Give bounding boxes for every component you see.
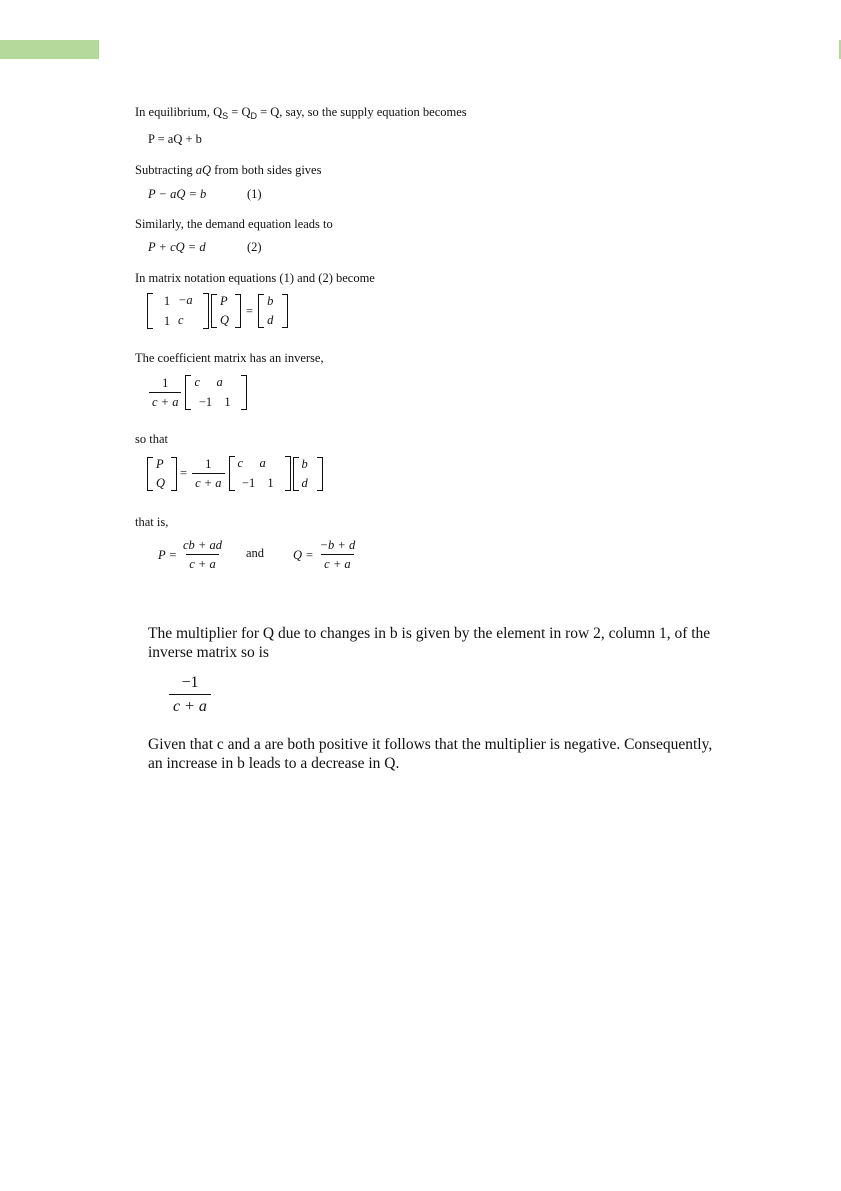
subtract-term: aQ xyxy=(195,163,212,177)
paragraph-line: Given that c and a are both positive it follows that the multiplier is negative. Consequently, xyxy=(148,736,713,753)
fraction-numerator: 1 xyxy=(205,456,212,471)
pq-vector xyxy=(147,457,177,491)
subtract-line xyxy=(135,162,321,178)
equation-2 xyxy=(148,239,262,255)
subscript-d: D xyxy=(250,111,257,121)
subscript-s: S xyxy=(222,111,229,121)
header-tab-marker xyxy=(0,40,99,59)
fraction-denominator: c + a xyxy=(149,392,181,410)
paragraph-line: an increase in b leads to a decrease in Q. xyxy=(148,755,400,772)
matrix-cell: −1 xyxy=(241,476,256,490)
vector-cell: P xyxy=(156,456,164,471)
intro-text: In equilibrium, Q xyxy=(135,105,223,119)
matrix-cell: c xyxy=(194,375,201,389)
fraction-numerator: cb + ad xyxy=(182,538,222,552)
vector-cell: Q xyxy=(220,313,230,327)
matrix-cell: 1 xyxy=(163,314,171,328)
equals-sign: = xyxy=(246,303,254,318)
multiplier-fraction xyxy=(169,673,211,716)
conclusion-paragraph xyxy=(148,735,712,773)
intro-line xyxy=(135,104,467,124)
inverse-matrix-expression xyxy=(146,375,248,410)
solution-q xyxy=(293,538,361,572)
fraction-denominator: c + a xyxy=(169,694,211,716)
vector-cell: P xyxy=(220,294,228,308)
solution-matrix-equation xyxy=(146,456,324,491)
matrix-cell: c xyxy=(178,313,184,327)
matrix-cell: 1 xyxy=(163,294,171,308)
fraction-numerator: −b + d xyxy=(319,538,356,552)
matrix-cell: a xyxy=(216,375,223,389)
fraction-numerator: −1 xyxy=(181,674,199,691)
intro-tail: = Q, say, so the supply equation becomes xyxy=(256,105,467,119)
and-word: and xyxy=(246,546,265,560)
equals-sign: = xyxy=(180,466,188,480)
matrix-cell: 1 xyxy=(267,476,274,490)
so-that-line: so that xyxy=(135,432,168,446)
matrix-cell: −a xyxy=(178,293,193,307)
equation-2-tag: (2) xyxy=(247,240,262,254)
inverse-matrix xyxy=(185,375,247,410)
vector-cell: Q xyxy=(156,475,166,490)
coefficient-line: The coefficient matrix has an inverse, xyxy=(135,351,324,365)
multiplier-paragraph xyxy=(148,624,710,662)
pq-vector xyxy=(211,294,241,328)
equation-2-text: P + cQ = d xyxy=(148,240,206,254)
inverse-matrix xyxy=(229,456,291,491)
equation-1 xyxy=(148,186,262,202)
matrix-cell: a xyxy=(259,456,266,470)
vector-cell: b xyxy=(267,294,274,308)
intro-eq: = Q xyxy=(228,105,251,119)
matrix-cell: 1 xyxy=(224,395,231,409)
fraction-denominator: c + a xyxy=(321,554,353,572)
matrix-notation-line: In matrix notation equations (1) and (2) become xyxy=(135,271,375,285)
vector-cell: b xyxy=(301,456,308,471)
bd-vector xyxy=(258,294,288,328)
inverse-scalar xyxy=(192,457,224,491)
paragraph-line: The multiplier for Q due to changes in b is given by the element in row 2, column 1, of the xyxy=(148,625,711,642)
that-is-line: that is, xyxy=(135,515,169,529)
vector-cell: d xyxy=(301,475,308,490)
subtract-text: Subtracting xyxy=(135,163,196,177)
coefficient-matrix xyxy=(147,293,209,329)
fraction-denominator: c + a xyxy=(192,473,224,491)
subtract-tail: from both sides gives xyxy=(211,163,322,177)
p-fraction xyxy=(180,538,225,572)
matrix-cell: −1 xyxy=(198,395,213,409)
q-lhs: Q = xyxy=(293,547,314,562)
similarly-line: Similarly, the demand equation leads to xyxy=(135,217,333,231)
solution-p xyxy=(158,538,228,572)
matrix-cell: c xyxy=(237,456,244,470)
bd-vector xyxy=(293,457,323,491)
paragraph-line: inverse matrix so is xyxy=(148,644,269,661)
fraction xyxy=(169,673,211,716)
matrix-equation xyxy=(146,293,289,329)
vector-cell: d xyxy=(267,313,274,327)
q-fraction xyxy=(317,538,359,572)
fraction-numerator: 1 xyxy=(162,375,169,390)
supply-equation: P = aQ + b xyxy=(148,132,202,146)
p-lhs: P = xyxy=(158,547,177,562)
inverse-scalar xyxy=(149,376,181,410)
fraction-denominator: c + a xyxy=(186,554,218,572)
equation-1-tag: (1) xyxy=(247,187,262,201)
equation-1-text: P − aQ = b xyxy=(148,187,207,201)
